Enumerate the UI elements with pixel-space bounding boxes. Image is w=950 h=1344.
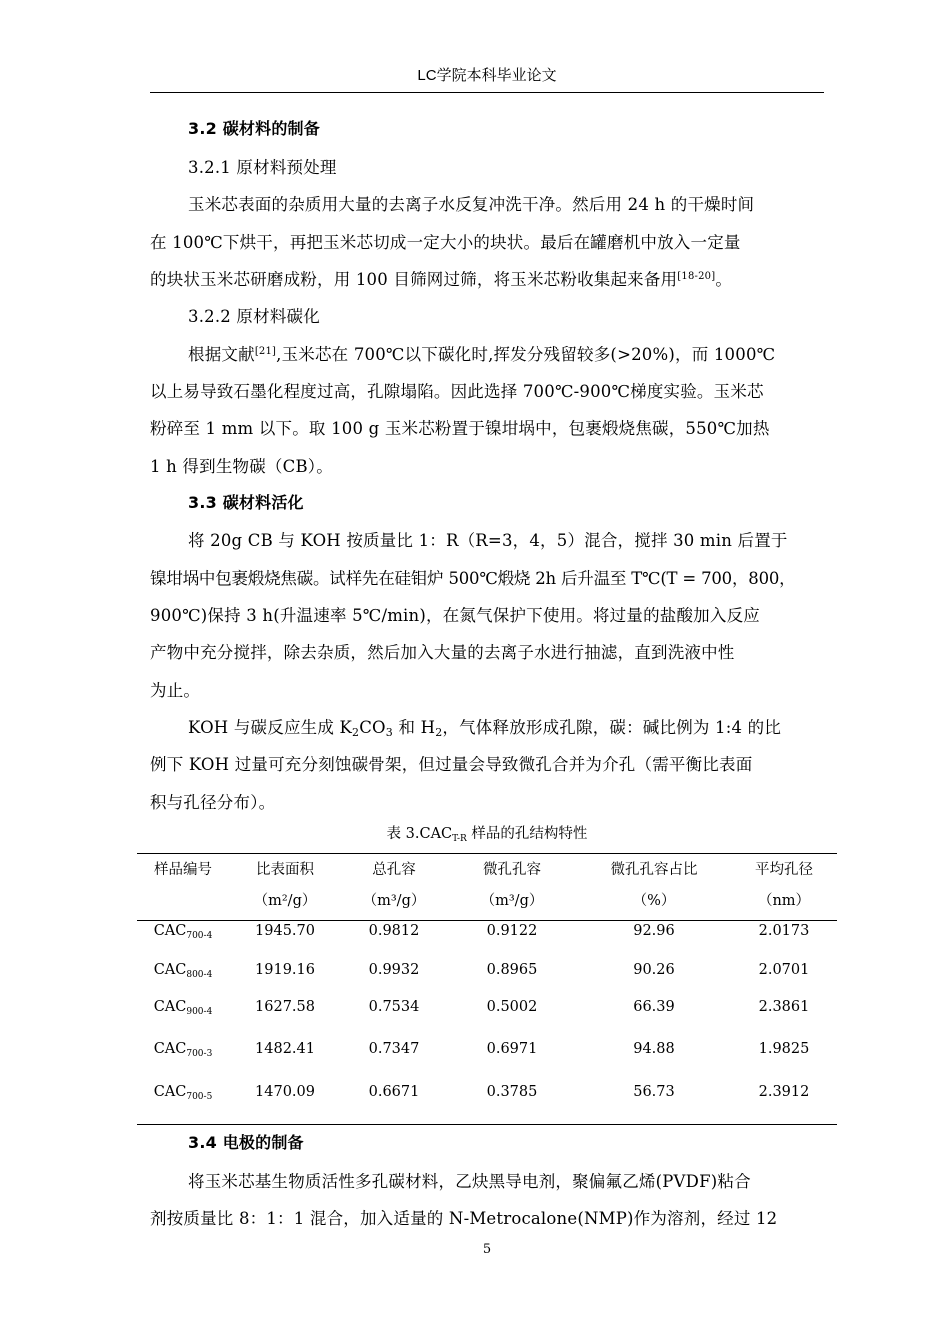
section-heading-3-2: 3.2 碳材料的制备 [188, 119, 320, 138]
table-unit-cell: （m³/g） [362, 893, 426, 909]
paragraph-line: 在 100℃下烘干，再把玉米芯切成一定大小的块状。最后在罐磨机中放入一定量 [150, 233, 741, 252]
paragraph-line [188, 341, 775, 365]
caption-subscript: T-R [452, 834, 467, 844]
table-cell: 1945.70 [255, 923, 315, 939]
table-row-label [137, 923, 229, 941]
text-run: 根据文献 [188, 345, 255, 364]
table-header-cell: 总孔容 [372, 862, 416, 878]
table-header-cell: 微孔孔容 [483, 862, 541, 878]
table-header-cell: 样品编号 [154, 862, 212, 878]
table-cell: 0.6971 [486, 1041, 538, 1057]
table-cell: 1.9825 [758, 1041, 810, 1057]
paragraph-line: 剂按质量比 8：1：1 混合，加入适量的 N-Metrocalone(NMP)作为溶剂，经过 12 [150, 1209, 778, 1228]
table-cell: 2.3861 [758, 999, 810, 1015]
paragraph-line: 镍坩埚中包裹煅烧焦碳。试样先在硅钼炉 500℃煅烧 2h 后升温至 T℃(T = 700，800， [150, 569, 796, 588]
paragraph-line: 玉米芯表面的杂质用大量的去离子水反复冲洗干净。然后用 24 h 的干燥时间 [188, 195, 755, 214]
paragraph-line: 1 h 得到生物碳（CB）。 [150, 457, 333, 476]
table-cell: 0.5002 [486, 999, 538, 1015]
table-cell: 0.9122 [486, 923, 538, 939]
paragraph-line: 例下 KOH 过量可充分刻蚀碳骨架，但过量会导致微孔合并为介孔（需平衡比表面 [150, 755, 753, 774]
table-cell: 92.96 [633, 923, 675, 939]
section-heading-3-4: 3.4 电极的制备 [188, 1133, 304, 1152]
subscript: 2 [352, 726, 360, 739]
text-run: ,玉米芯在 700℃以下碳化时,挥发分残留较多(>20%)，而 1000℃ [276, 345, 776, 364]
table-cell: 94.88 [633, 1041, 675, 1057]
table-row-label [137, 1084, 229, 1102]
text-run: CO [359, 718, 386, 737]
sample-subscript: 700-5 [186, 1092, 213, 1102]
table-cell: 0.3785 [486, 1084, 538, 1100]
table-cell: 2.0701 [758, 962, 810, 978]
table-row-label [137, 1041, 229, 1059]
sample-name: CAC [153, 1084, 187, 1100]
table-cell: 0.7347 [368, 1041, 420, 1057]
paragraph-line: 900℃)保持 3 h(升温速率 5℃/min)，在氮气保护下使用。将过量的盐酸加入反应 [150, 606, 760, 625]
table-unit-cell: （m²/g） [253, 893, 317, 909]
subsection-heading-3-2-1: 3.2.1 原材料预处理 [188, 158, 337, 177]
paragraph-line: 积与孔径分布）。 [150, 793, 276, 812]
section-heading-3-3: 3.3 碳材料活化 [188, 493, 304, 512]
paragraph-line: 将 20g CB 与 KOH 按质量比 1：R（R=3，4，5）混合，搅拌 30 min 后置于 [188, 531, 788, 550]
table-header-rule [137, 920, 837, 921]
text-run: KOH 与碳反应生成 K [188, 718, 353, 737]
table-unit-cell: （%） [632, 893, 676, 909]
text-run: ，气体释放形成孔隙，碳：碱比例为 1:4 的比 [442, 718, 782, 737]
paragraph-line: 粉碎至 1 mm 以下。取 100 g 玉米芯粉置于镍坩埚中，包裹煅烧焦碳，550℃加热 [150, 419, 770, 438]
text-run: 的块状玉米芯研磨成粉，用 100 目筛网过筛，将玉米芯粉收集起来备用 [150, 270, 678, 289]
table-caption [150, 822, 824, 844]
citation: [21] [254, 346, 277, 357]
subscript: 3 [385, 726, 393, 739]
table-unit-cell: （nm） [757, 893, 811, 909]
table-cell: 0.9932 [368, 962, 420, 978]
subsection-heading-3-2-2: 3.2.2 原材料碳化 [188, 307, 320, 326]
table-header-cell: 微孔孔容占比 [610, 862, 698, 878]
table-cell: 0.9812 [368, 923, 420, 939]
table-header-cell: 比表面积 [256, 862, 314, 878]
page-header: LC学院本科毕业论文 [417, 67, 557, 84]
table-cell: 0.6671 [368, 1084, 420, 1100]
table-cell: 0.7534 [368, 999, 420, 1015]
table-cell: 0.8965 [486, 962, 538, 978]
table-row-label [137, 999, 229, 1017]
page-number: 5 [482, 1242, 492, 1257]
sample-name: CAC [153, 1041, 187, 1057]
table-cell: 1470.09 [255, 1084, 315, 1100]
paragraph-line: 为止。 [150, 681, 201, 700]
header-rule [150, 92, 824, 93]
sample-name: CAC [153, 999, 187, 1015]
table-cell: 66.39 [633, 999, 675, 1015]
sample-subscript: 700-4 [186, 931, 213, 941]
paragraph-line: 以上易导致石墨化程度过高，孔隙塌陷。因此选择 700℃-900℃梯度实验。玉米芯 [150, 382, 764, 401]
sample-name: CAC [153, 923, 187, 939]
table-row-label [137, 962, 229, 980]
subscript: 2 [435, 726, 443, 739]
sample-name: CAC [153, 962, 187, 978]
table-cell: 2.0173 [758, 923, 810, 939]
text-run: 和 H [393, 718, 436, 737]
sample-subscript: 900-4 [186, 1007, 213, 1017]
sample-subscript: 800-4 [186, 970, 213, 980]
table-cell: 1482.41 [255, 1041, 315, 1057]
table-cell: 56.73 [633, 1084, 675, 1100]
table-bottom-rule [137, 1124, 837, 1125]
paragraph-line [150, 266, 732, 290]
table-cell: 2.3912 [758, 1084, 810, 1100]
citation: [18-20] [677, 271, 716, 282]
table-cell: 1919.16 [255, 962, 315, 978]
paragraph-line: 将玉米芯基生物质活性多孔碳材料，乙炔黑导电剂，聚偏氟乙烯(PVDF)粘合 [188, 1172, 751, 1191]
table-cell: 1627.58 [255, 999, 315, 1015]
text-run: 。 [715, 270, 733, 289]
caption-text: 样品的孔结构特性 [466, 826, 588, 842]
table-cell: 90.26 [633, 962, 675, 978]
paragraph-line: 产物中充分搅拌，除去杂质，然后加入大量的去离子水进行抽滤，直到洗液中性 [150, 643, 735, 662]
table-unit-cell: （m³/g） [480, 893, 544, 909]
caption-text: 表 3.CAC [386, 826, 453, 842]
table-top-rule [137, 853, 837, 854]
sample-subscript: 700-3 [186, 1049, 213, 1059]
paragraph-line [188, 714, 781, 739]
table-header-cell: 平均孔径 [755, 862, 813, 878]
